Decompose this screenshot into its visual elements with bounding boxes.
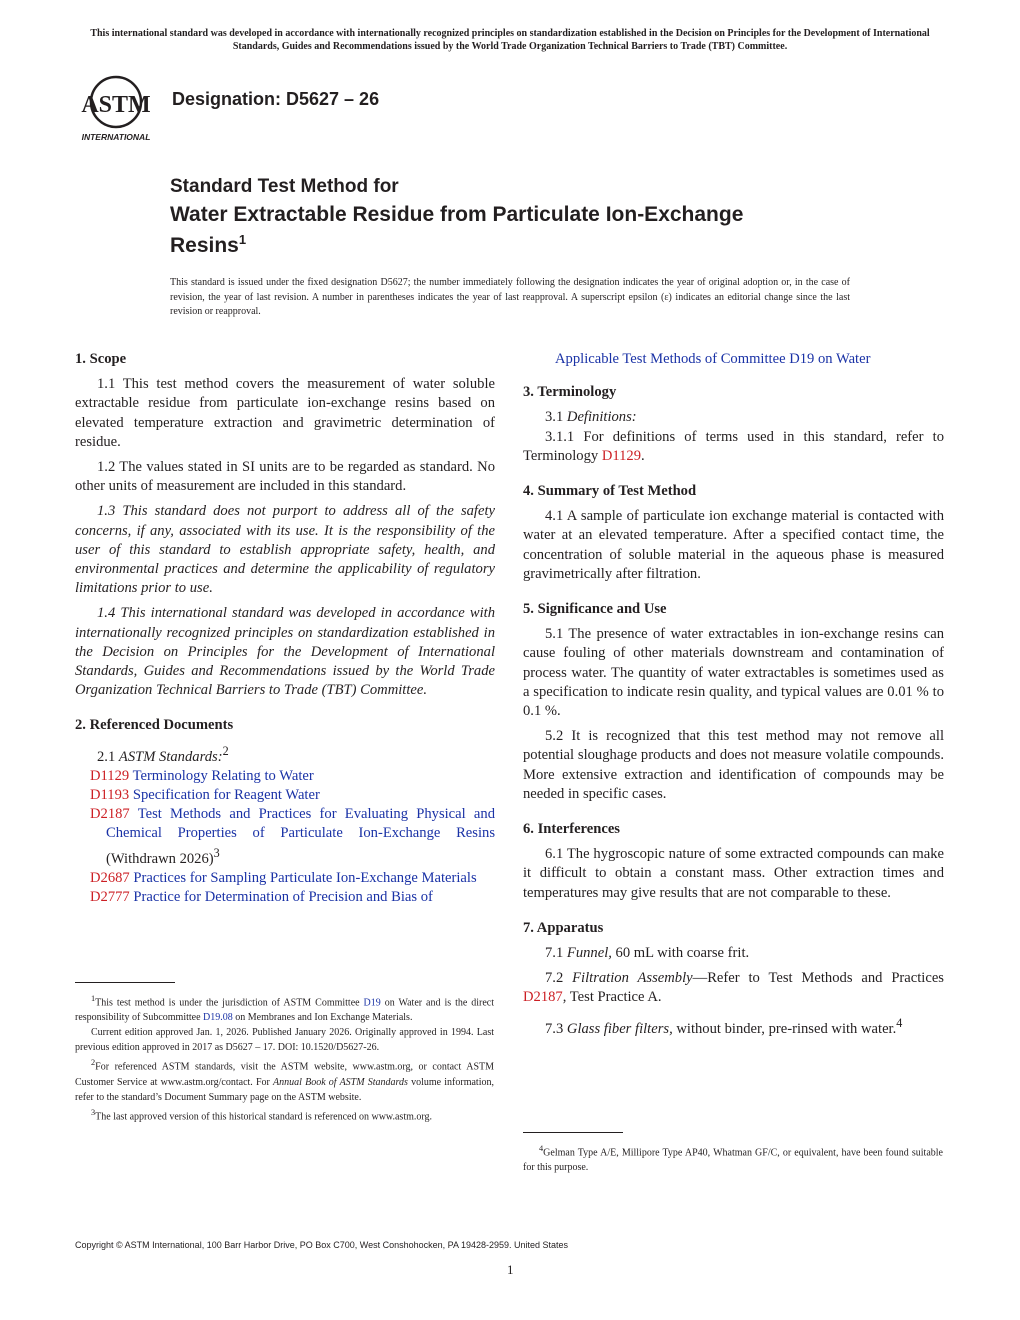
astm-logo (70, 74, 162, 146)
footnote-ref-3[interactable]: 3 (213, 845, 220, 860)
paragraph-1-4: 1.4 This international standard was developed in accordance with internationally recognized principles on standardization established in the Decision on Principles for the Development of International Standards, Guides and Recommendations issued by the World Trade Organization Technical Barriers to Trade (TBT) Committee. (75, 605, 495, 699)
ref-code-link[interactable]: D2187 (90, 806, 130, 823)
footnote-4: $^4$Gelman Type A/E, Millipore Type AP40, Whatman GF/C, or equivalent, have been found suitable for this purpose. (523, 1144, 943, 1174)
title-footnote-mark[interactable]: 1 (238, 232, 247, 247)
paragraph-3-1-1: 3.1.1 For definitions of terms used in this standard, refer to Terminology D1129. (523, 428, 944, 464)
logo-text: ASTM (81, 92, 151, 118)
header-notice: This international standard was developed in accordance with internationally recognized principles on standardization established in the Decision on Principles for the Development of International Standards, Guides and Recommendations issued by the World Trade Organization Technical Barriers to Trade (TBT) Committee. (90, 28, 930, 52)
ref-code-link[interactable]: D2777 (90, 888, 130, 905)
ref-code-link[interactable]: D2687 (90, 869, 130, 886)
ref-item-d2777 (75, 888, 495, 907)
paragraph-2-1: 2.1 ASTM Standards:$^2$ (97, 743, 229, 765)
title-line-3: Resins$^1$ (170, 232, 247, 257)
committee-d19-link[interactable]: D19 (363, 997, 381, 1009)
title-line-1: Standard Test Method for (170, 176, 399, 197)
issue-note: This standard is issued under the fixed designation D5627; the number immediately following the designation indicates the year of original adoption or, in the case of revision, the year of last revision. A number in parentheses indicates the year of last reapproval. A superscript epsilon (ε) indicates an editorial change since the last revision or reapproval. (170, 277, 850, 317)
astm-logo-icon (70, 74, 162, 146)
paragraph-7-1: 7.1 Funnel, 60 mL with coarse frit. (545, 945, 750, 962)
paragraph-7-2: 7.2 Filtration Assembly—Refer to Test Methods and Practices D2187, Test Practice A. (523, 970, 944, 1006)
logo-subtext: INTERNATIONAL (81, 132, 151, 142)
xref-d2187-link[interactable]: D2187 (523, 989, 563, 1006)
ref-continued[interactable]: Applicable Test Methods of Committee D19 on Water (555, 351, 871, 367)
ref-code-link[interactable]: D1129 (90, 767, 130, 784)
right-column (523, 350, 944, 1045)
footnote-divider-right (523, 1132, 623, 1133)
ref-title-link[interactable]: Specification for Reagent Water (132, 786, 320, 803)
section-heading-interferences: 6. Interferences (523, 821, 620, 838)
footnote-ref-4[interactable]: 4 (896, 1015, 903, 1030)
ref-item-d2187 (75, 805, 495, 868)
footnotes-left (75, 991, 494, 1124)
ref-item-d2687 (75, 869, 495, 888)
section-heading-referenced-documents: 2. Referenced Documents (75, 717, 234, 734)
paragraph-5-1: 5.1 The presence of water extractables in ion-exchange resins can cause fouling of other materials downstream and contamination of process water. The quantity of water extractables is sometimes used as a specification to indicate resin quality, and typical values are 0.01 % to 0.1 %. (523, 626, 944, 720)
ref-title-link[interactable]: Practice for Determination of Precision and Bias of (133, 888, 433, 905)
section-heading-apparatus: 7. Apparatus (523, 919, 604, 936)
paragraph-7-3: 7.3 Glass fiber filters, without binder, pre-rinsed with water.$^4$ (545, 1015, 903, 1037)
section-heading-scope: 1. Scope (75, 351, 127, 367)
footnote-1: $^1$This test method is under the jurisdiction of ASTM Committee D19 on Water and is the direct responsibility of Subcommittee D19.08 on Membranes and Ion Exchange Materials. (75, 994, 494, 1024)
section-heading-terminology: 3. Terminology (523, 384, 617, 401)
section-heading-significance: 5. Significance and Use (523, 601, 667, 618)
footnote-1-edition: Current edition approved Jan. 1, 2026. Published January 2026. Originally approved in 1994. Last previous edition approved in 2017 as D5627 – 17. DOI: 10.1520/D5627-26. (75, 1027, 494, 1054)
paragraph-5-2: 5.2 It is recognized that this test method may not remove all potential sloughage products and does not measure volatile compounds. More extensive extraction and identification of compounds may be needed in specific cases. (523, 728, 944, 802)
footnote-ref-2[interactable]: 2 (222, 743, 229, 758)
ref-title-link[interactable]: Test Methods and Practices for Evaluating Physical and Chemical Properties of Particulate Ion-Exchange Resins (106, 806, 495, 842)
page-number: 1 (507, 1262, 514, 1277)
footnotes-right (523, 1141, 943, 1175)
paragraph-1-3: 1.3 This standard does not purport to address all of the safety concerns, if any, associated with its use. It is the responsibility of the user of this standard to establish appropriate safety, health, and environmental practices and determine the applicability of regulatory limitations prior to use. (75, 503, 495, 597)
footnote-2: $^2$For referenced ASTM standards, visit the ASTM website, www.astm.org, or contact ASTM Customer Service at www.astm.org/contact. For Annual Book of ASTM Standards volume information, refer to the standard’s Document Summary page on the ASTM website. (75, 1058, 494, 1103)
copyright: Copyright © ASTM International, 100 Barr Harbor Drive, PO Box C700, West Conshohocken, PA 19428-2959. United States (75, 1240, 569, 1250)
paragraph-1-2: 1.2 The values stated in SI units are to be regarded as standard. No other units of measurement are included in this standard. (75, 459, 495, 495)
ref-title-link[interactable]: Practices for Sampling Particulate Ion-Exchange Materials (133, 869, 477, 886)
paragraph-4-1: 4.1 A sample of particulate ion exchange material is contacted with water at an elevated temperature. After a specified contact time, the concentration of soluble material in the aqueous phase is measured gravimetrically after filtration. (523, 508, 944, 582)
title-block (170, 175, 950, 258)
left-column (75, 350, 495, 907)
xref-d1129-link[interactable]: D1129 (601, 447, 642, 464)
designation: Designation: D5627 – 26 (172, 89, 380, 109)
footnote-divider-left (75, 982, 175, 983)
title-line-2: Water Extractable Residue from Particulate Ion-Exchange (170, 203, 744, 226)
paragraph-1-1: 1.1 This test method covers the measurement of water soluble extractable residue from particulate ion-exchange resins based on elevated temperature extraction and gravimetric determination of residue. (75, 376, 495, 450)
subcommittee-d19-08-link[interactable]: D19.08 (203, 1012, 233, 1024)
section-heading-summary: 4. Summary of Test Method (523, 483, 697, 500)
paragraph-6-1: 6.1 The hygroscopic nature of some extracted compounds can make it difficult to obtain a constant mass. Other extraction times and temperatures may give results that are not comparable to these. (523, 846, 944, 901)
ref-withdrawn-note: (Withdrawn 2026) (106, 850, 214, 867)
ref-title-link[interactable]: Terminology Relating to Water (132, 767, 314, 784)
ref-code-link[interactable]: D1193 (90, 786, 130, 803)
ref-item-d1129 (75, 767, 495, 786)
paragraph-3-1: 3.1 Definitions: (545, 409, 637, 426)
footnote-3: $^3$The last approved version of this historical standard is referenced on www.astm.org. (91, 1107, 433, 1122)
ref-item-d1193 (75, 786, 495, 805)
